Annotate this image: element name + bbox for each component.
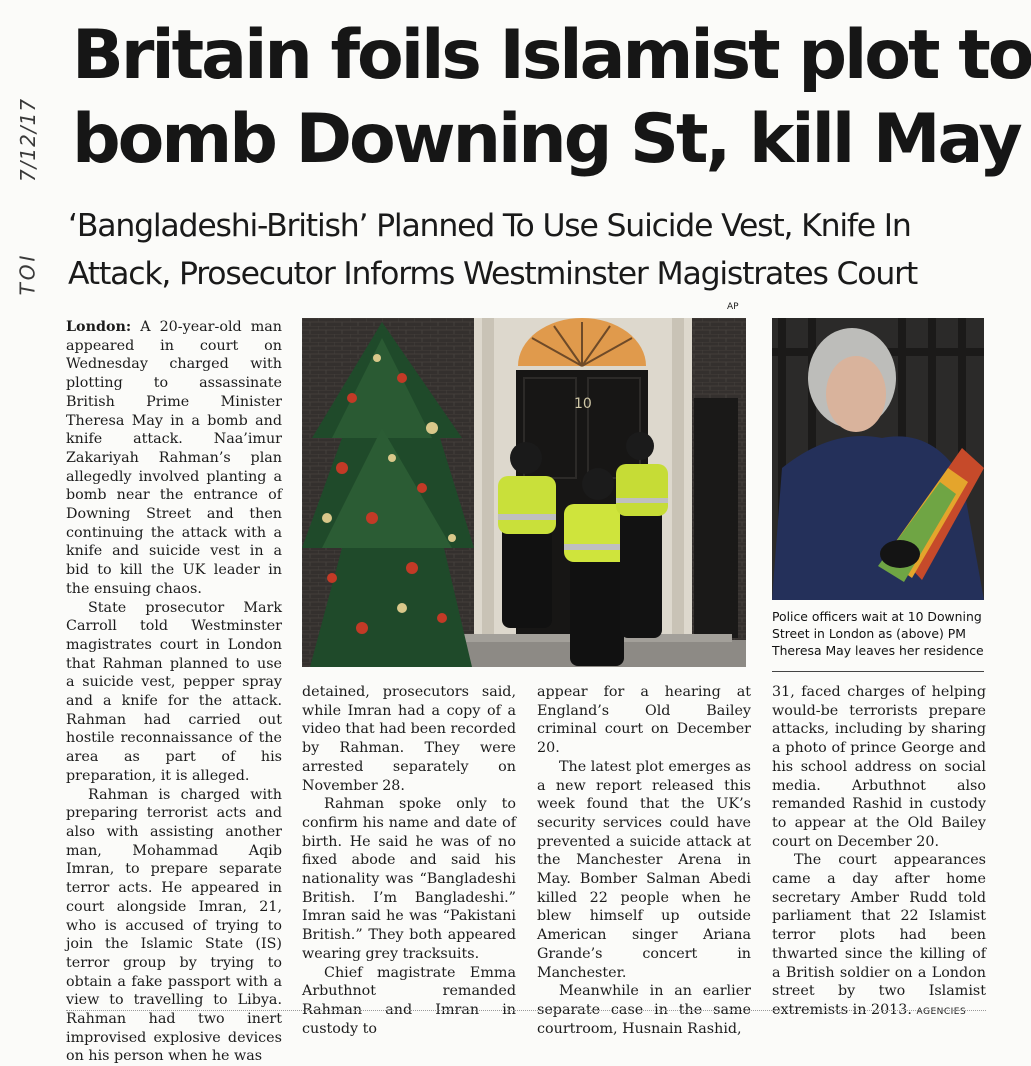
article-paragraph: Rahman spoke only to confirm his name and date of birth. He said he was of no fixed abode and said his nationality was “Bangladeshi British. I’m Bangladeshi.” Imran said he was “Pakistani British.” They both appeared wearing grey tracksuits. [302,796,516,962]
dateline: London: [66,319,132,335]
handwritten-note [14,70,54,300]
agencies-credit: AGENCIES [916,1006,967,1017]
article-paragraph: 31, faced charges of helping would-be terrorists prepare attacks, including by sharing a photo of prince George and his school address on social media. Arbuthnot also remanded Rashid in custody to appear at the Old Bailey court on December 20. [772,684,986,850]
article-paragraph: detained, prosecutors said, while Imran had a copy of a video that had been recorded by Rahman. They were arrested separately on November 28. [302,684,516,794]
article-paragraph: appear for a hearing at England’s Old Bailey criminal court on December 20. [537,684,751,757]
article-column-1 [66,318,282,1066]
article-column-4 [772,683,986,1022]
article-paragraph [66,318,282,599]
photo-caption: Police officers wait at 10 Downing Street in London as (above) PM Theresa May leaves her residence [772,609,984,658]
article-column-2 [302,683,516,1038]
article-column-3 [537,683,751,1038]
handwritten-date: 7/12/17 [16,97,41,183]
subheadline-line-1: ‘Bangladeshi-British’ Planned To Use Suicide Vest, Knife In [68,208,911,244]
door-number: 10 [574,396,592,412]
bottom-divider [66,1010,986,1011]
downing-street-photo [302,318,746,667]
article-paragraph: Rahman is charged with preparing terrorist acts and also with assisting another man, Mohammad Aqib Imran, to prepare separate terror acts. He appeared in court alongside Imran, 21, who is accused of trying to join the Islamic State (IS) terror group by trying to obtain a fake passport with a view to travelling to Libya. Rahman had two inert improvised explosive devices on his person when he was [66,786,282,1065]
article-paragraph [772,851,986,1021]
headline-line-1: Britain foils Islamist plot to [72,16,1031,95]
caption-divider [772,671,984,672]
photo-credit: AP [727,302,739,312]
article-paragraph: Chief magistrate Emma Arbuthnot remanded Rahman and Imran in custody to [302,964,516,1037]
subheadline [68,202,988,298]
article-paragraph: State prosecutor Mark Carroll told Westminster magistrates court in London that Rahman planned to use a suicide vest, pepper spray and a knife for the attack. Rahman had carried out hostile reconnaissance of the area as part of his preparation, it is alleged. [66,599,282,784]
theresa-may-photo [772,318,984,600]
paragraph-text: A 20-year-old man appeared in court on Wednesday charged with plotting to assassinate British Prime Minister Theresa May in a bomb and knife attack. Naa’imur Zakariyah Rahman’s plan allegedly involved planting a bomb near the entrance of Downing Street and then continuing the attack with a knife and suicide vest in a bid to kill the UK leader in the ensuing chaos. [66,319,282,597]
headline [72,14,1031,182]
subheadline-line-2: Attack, Prosecutor Informs Westminster Magistrates Court [68,256,918,292]
article-paragraph: Meanwhile in an earlier separate case in the same courtroom, Husnain Rashid, [537,983,751,1037]
headline-line-2: bomb Downing St, kill May [72,100,1020,179]
paragraph-text: The court appearances came a day after home secretary Amber Rudd told parliament that 22 Islamist terror plots had been thwarted since the killing of a British soldier on a London street by two Islamist extremists in 2013. [772,852,986,1018]
article-paragraph: The latest plot emerges as a new report released this week found that the UK’s security services could have prevented a suicide attack at the Manchester Arena in May. Bomber Salman Abedi killed 22 people when he blew himself up outside American singer Ariana Grande’s concert in Manchester. [537,758,751,981]
handwritten-source: TOI [15,252,40,296]
